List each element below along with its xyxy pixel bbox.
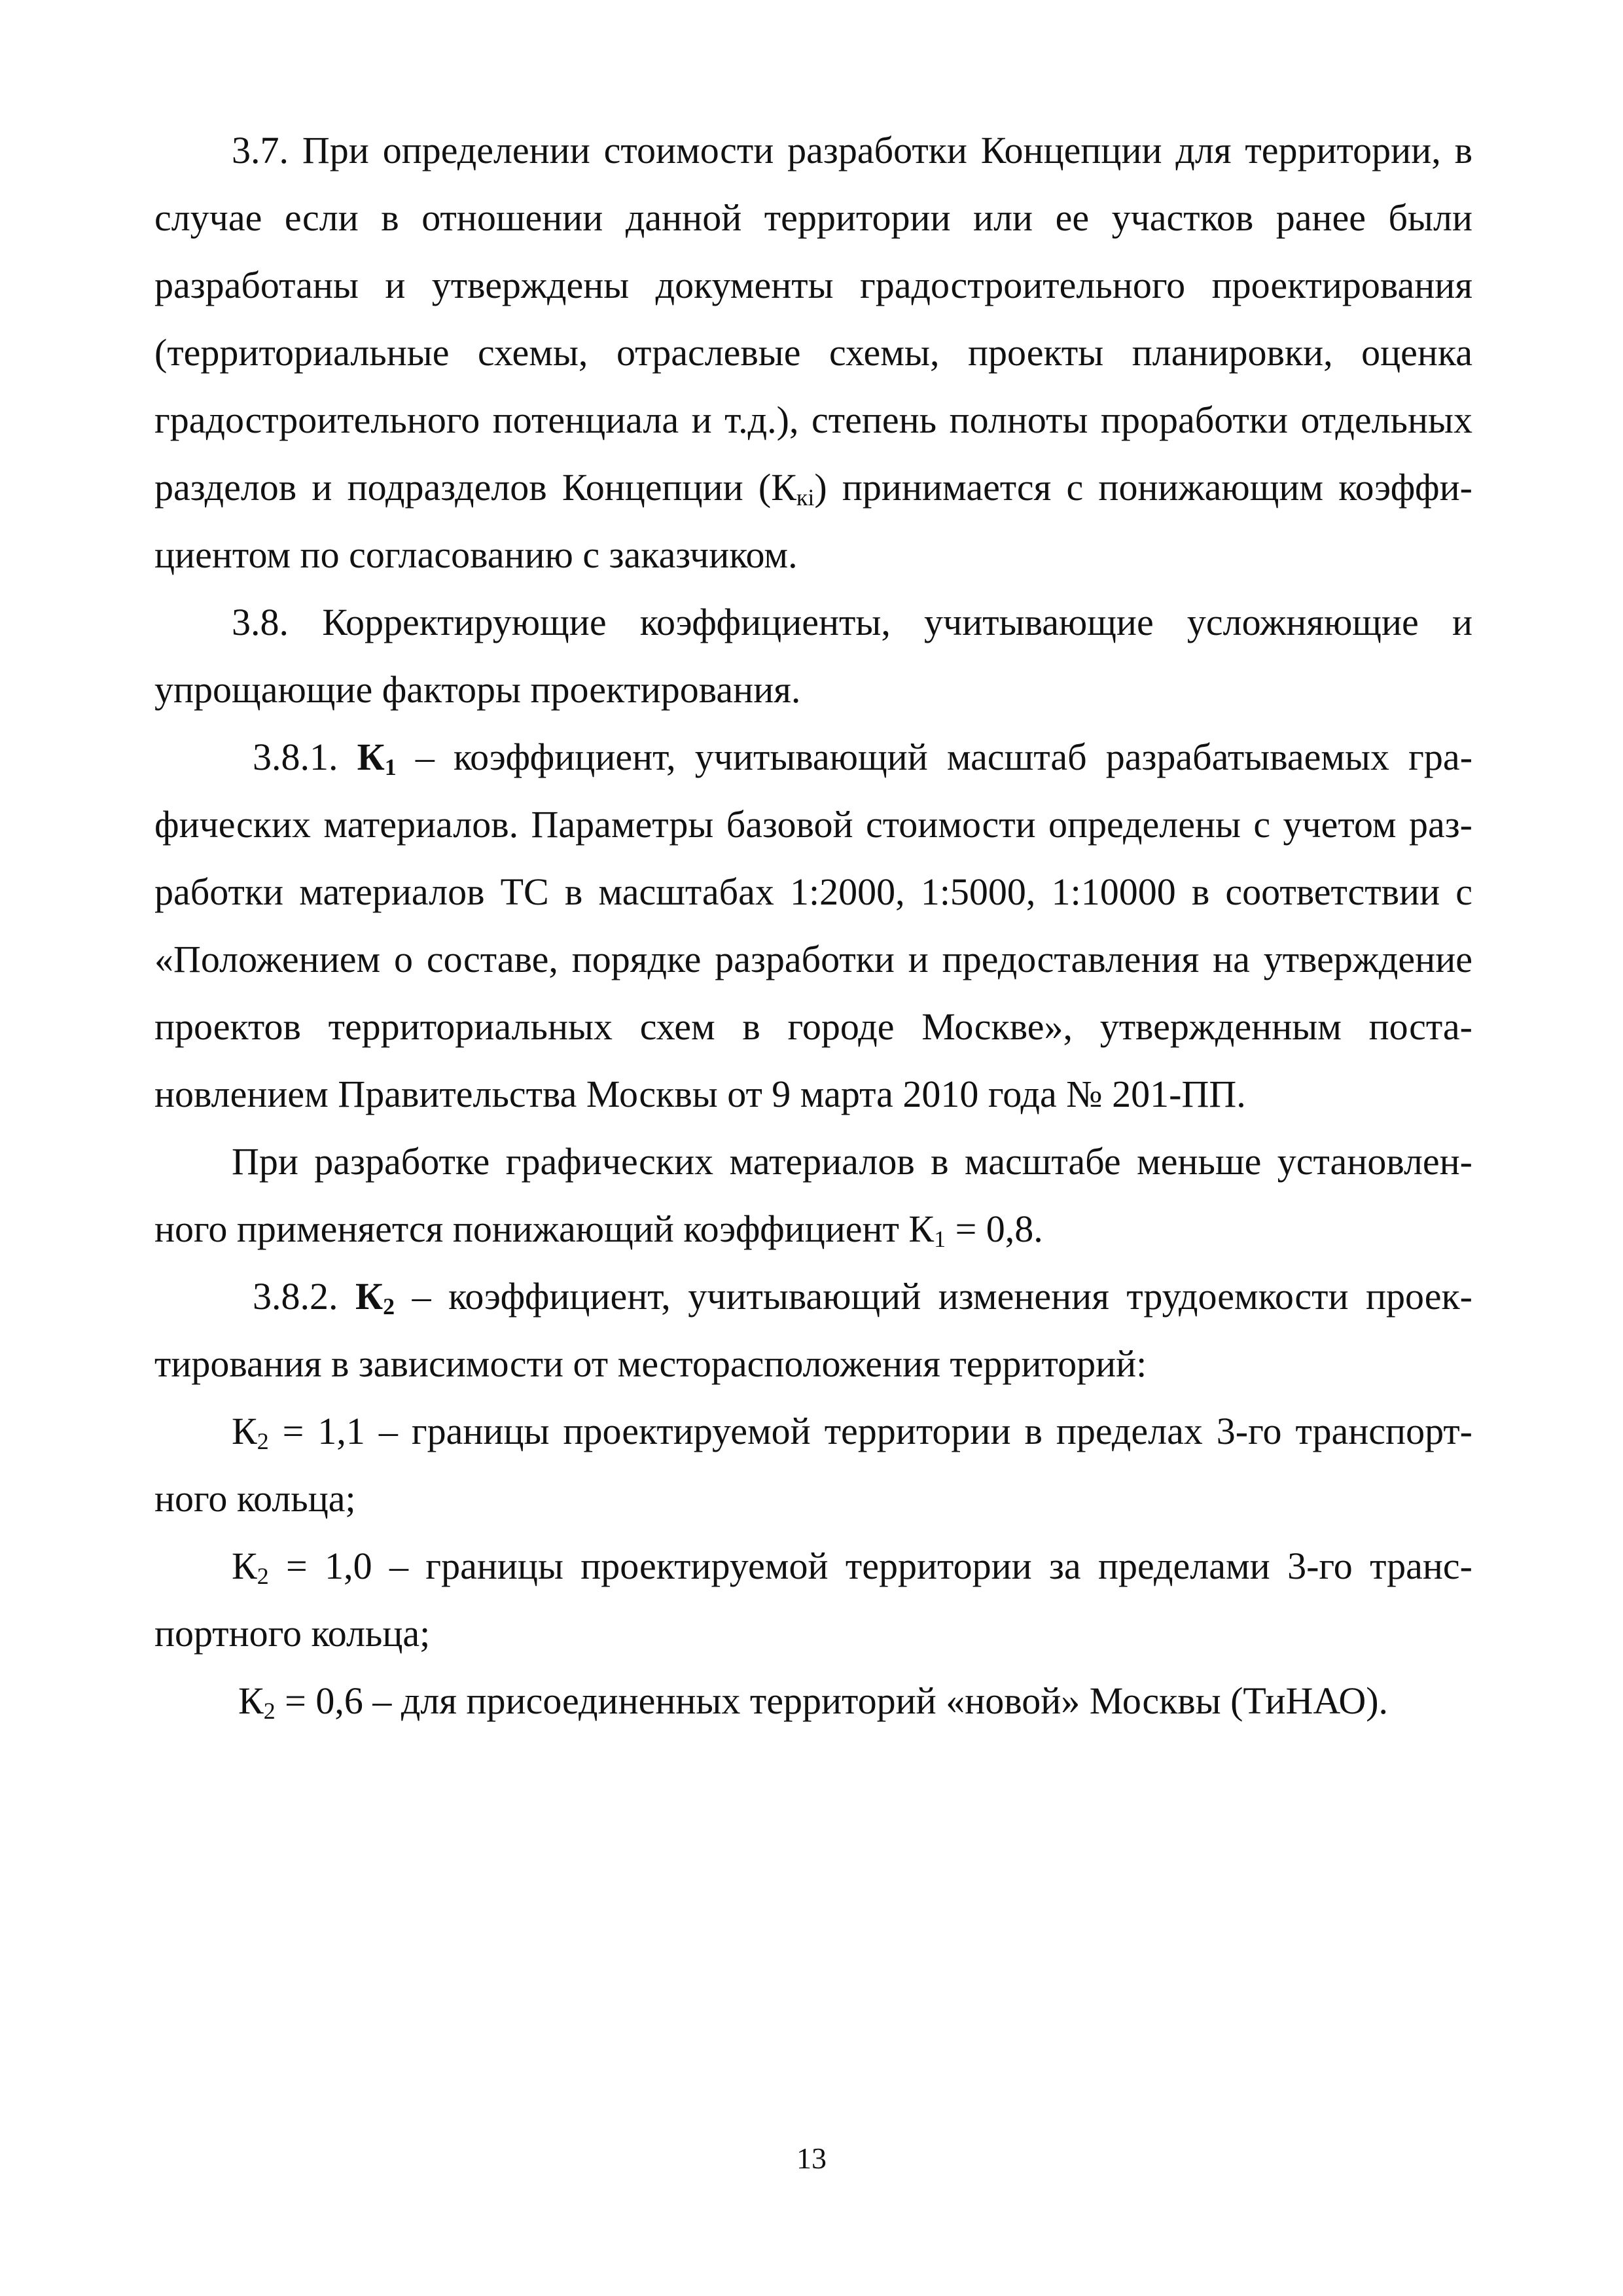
k2-item-1 [154,1397,1472,1532]
paragraph-3-8: 3.8. Корректирующие коэффициенты, учитывающие усложняющие и упрощающие факторы проектирования. [154,601,1472,711]
paragraph-text: = 0,6 – для присоединенных территорий «новой» Москвы (ТиНАО). [275,1679,1389,1722]
paragraph-text: ) принимается с понижающим коэффициентом по согласованию с заказчиком. [154,466,1472,576]
subscript: 2 [383,1293,395,1319]
paragraph-text: 3.7. При определении стоимости разработки Концепции для территории, в случае если в отношении данной территории или ее участков ранее были разработаны и утверждены документы градостроительного проектирования (территориальные схемы, отраслевые схемы, проекты планировки, оценка градостроительного потенциала и т.д.), степень полноты проработки отдельных разделов и подразделов Концепции (К [154,129,1472,509]
paragraph-3-8-1 [154,723,1472,1128]
subscript: кi [796,484,815,511]
document-body [154,117,1472,1734]
k2-item-3 [154,1667,1472,1734]
paragraph-text: = 1,0 – границы проектируемой территории за пределами 3-го транспортного кольца; [154,1545,1472,1655]
paragraph-3-8-1-b [154,1128,1472,1263]
coefficient-k1 [357,736,397,778]
paragraph-text: – коэффициент, учитывающий масштаб разрабатываемых графических материалов. Параметры базовой стоимости определены с учетом разработки материалов ТС в масштабах 1:2000, 1:5000, 1:10000 в соответствии с «Положением о составе, порядке разработки и предоставления на утверждение проектов территориальных схем в городе Москве», утвержденным постановлением Правительства Москвы от 9 марта 2010 года № 201-ПП. [154,736,1473,1115]
coefficient-letter: К [232,1545,257,1587]
subscript: 2 [257,1562,269,1589]
clause-number: 3.8.2. [253,1275,338,1318]
k2-item-2 [154,1532,1472,1667]
paragraph-text: – коэффициент, учитывающий изменения трудоемкости проектирования в зависимости от месторасположения территорий: [154,1275,1472,1385]
coefficient-k2 [355,1275,395,1318]
paragraph-text: = 1,1 – границы проектируемой территории в пределах 3-го транспортного кольца; [154,1410,1472,1520]
coefficient-letter: К [238,1679,264,1722]
page-number: 13 [796,2142,827,2175]
paragraph-3-7 [154,117,1472,588]
coefficient-letter: К [232,1410,257,1452]
subscript: 2 [257,1427,269,1454]
subscript: 1 [384,753,397,780]
paragraph-3-8-2 [154,1263,1472,1397]
clause-number: 3.8.1. [253,736,338,778]
subscript: 2 [263,1697,276,1724]
coefficient-letter: К [357,736,385,778]
coefficient-letter: К [355,1275,383,1318]
paragraph-text: При разработке графических материалов в масштабе меньше установленного применяется понижающий коэффициент К [154,1140,1472,1250]
paragraph-text: = 0,8. [946,1208,1043,1250]
subscript: 1 [934,1225,946,1252]
